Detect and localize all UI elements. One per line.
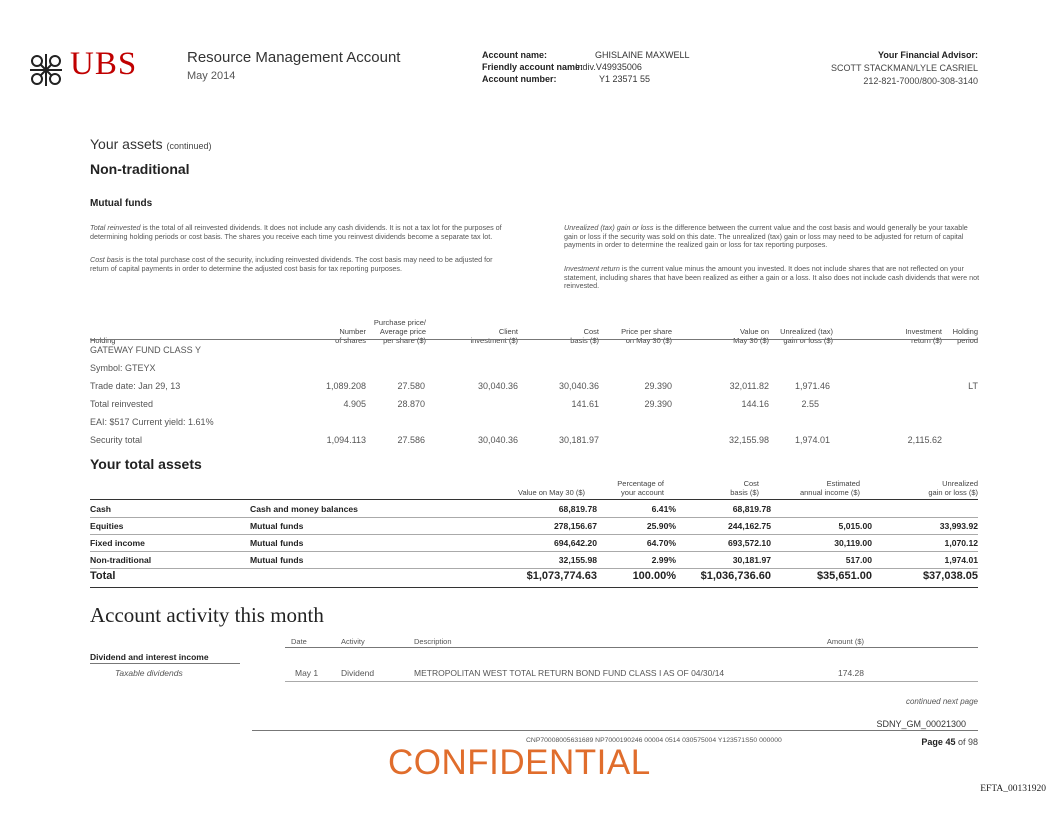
fund-name: GATEWAY FUND CLASS Y [90,345,202,355]
category: Equities [90,521,124,531]
total-row [90,568,978,588]
col-value-may30: Value on May 30 ($) [518,488,585,497]
definition-text: is the total of all reinvested dividends. It does not include any cash dividends. It is not a tax lot for the purposes of determining holding periods or cost basis. The shares you receive each time you reinvest dividends become a separate tax lot. [90,223,502,241]
row-label: Trade date: Jan 29, 13 [90,381,181,391]
divider [285,647,978,648]
col-activity: Activity [341,637,365,646]
your-assets-heading [90,136,212,152]
cost-basis: 30,181.97 [558,435,599,445]
est-income: 30,119.00 [834,538,872,548]
advisor-phone: 212-821-7000/800-308-3140 [863,76,978,86]
asset-type: Mutual funds [250,521,304,531]
category: Fixed income [90,538,145,548]
price-per-share: 29.390 [644,399,672,409]
definition-text: is the total purchase cost of the security, including reinvested dividends. The cost basis may need to be adjusted for return of capital payments in order to determine the adjusted cost basis for tax reporting purposes. [90,255,493,273]
row-label: Total reinvested [90,399,154,409]
col-investment-return: Investment return ($) [905,327,942,345]
divider [90,499,978,500]
shares: 1,094.113 [326,435,366,445]
est-income: 517.00 [845,555,872,565]
cost-basis: 30,040.36 [558,381,599,391]
divider [90,663,240,664]
subsection-heading: Mutual funds [90,198,153,209]
activity-section: Dividend and interest income [90,652,209,662]
price-per-share: 29.390 [644,381,672,391]
col-date: Date [291,637,307,646]
percentage: 6.41% [651,504,676,514]
est-income: $35,651.00 [816,570,872,582]
friendly-name-value: Indiv.V49935006 [575,62,642,72]
value: 144.16 [741,399,769,409]
advisor-title: Your Financial Advisor: [877,50,978,60]
confidential-stamp: CONFIDENTIAL [388,743,651,782]
account-number-value: Y1 23571 55 [599,74,651,84]
value: 694,642.20 [553,538,597,548]
percentage: 64.70% [646,538,676,548]
price: 27.586 [397,435,425,445]
account-labels [482,49,583,85]
col-price-per-share: Price per share on May 30 ($) [621,327,672,345]
page-current: 45 [945,737,956,747]
unrealized: 33,993.92 [939,521,978,531]
term: Unrealized (tax) gain or loss [564,223,654,232]
unrealized: 1,974.01 [794,435,830,445]
mf-table-header [90,311,978,349]
value: 32,011.82 [729,381,769,391]
term: Investment return [564,264,620,273]
cost-basis: 30,181.97 [732,555,771,565]
cost-basis: 68,819.78 [732,504,771,514]
table-row [90,518,978,535]
unrealized: $37,038.05 [922,570,978,582]
asset-type: Cash and money balances [250,504,358,514]
value: 278,156.67 [553,521,597,531]
account-name-value: GHISLAINE MAXWELL [595,50,690,60]
category: Non-traditional [90,555,152,565]
cost-basis: $1,036,736.60 [700,570,771,582]
cost-basis: 141.61 [571,399,599,409]
activity-type: Dividend [341,668,375,678]
your-assets-title: Your assets [90,136,163,152]
col-est-income: Estimated annual income ($) [799,479,860,497]
footer-code: CNP70008005631689 NP7000190246 00004 0514 030575004 Y123571S50 000000 [526,737,782,744]
holding-period: LT [968,381,978,391]
value: $1,073,774.63 [526,570,597,582]
activity-description: METROPOLITAN WEST TOTAL RETURN BOND FUND CLASS I AS OF 04/30/14 [414,668,725,678]
col-shares: Number of shares [335,327,366,345]
advisor-name: SCOTT STACKMAN/LYLE CASRIEL [830,63,978,73]
value: 32,155.98 [558,555,597,565]
asset-type: Mutual funds [250,555,304,565]
term: Total reinvested [90,223,141,232]
category: Cash [90,504,112,514]
value: 32,155.98 [728,435,769,445]
definition-unrealized [564,224,980,250]
est-income: 5,015.00 [838,521,872,531]
table-row [90,399,978,417]
col-cost-basis: Cost basis ($) [570,327,599,345]
col-client-investment: Client investment ($) [470,327,518,345]
security-total-row [90,435,978,453]
unrealized: 1,974.01 [944,555,978,565]
term: Cost basis [90,255,124,264]
statement-date: May 2014 [187,70,236,82]
price: 28.870 [397,399,425,409]
symbol-row [90,363,978,381]
shares: 4.905 [343,399,366,409]
investment-return: 2,115.62 [907,435,942,445]
fund-name-row [90,345,978,363]
shares: 1,089.208 [325,381,366,391]
fund-symbol: Symbol: GTEYX [90,363,156,373]
col-price: Purchase price/ Average price per share ($) [373,318,426,345]
col-unrealized: Unrealized gain or loss ($) [928,479,978,497]
definition-cost-basis [90,256,502,273]
col-description: Description [414,637,452,646]
col-holding-period: Holding period [952,327,978,345]
cost-basis: 244,162.75 [727,521,771,531]
asset-type: Mutual funds [250,538,304,548]
client-investment: 30,040.36 [477,435,518,445]
ubs-logo: UBS [70,46,138,82]
ubs-keys-logo-icon [28,52,64,88]
col-percentage: Percentage of your account [617,479,664,497]
continued-next-page: continued next page [905,697,978,706]
page-number [921,737,978,747]
client-investment: 30,040.36 [477,381,518,391]
value: 68,819.78 [558,504,597,514]
cost-basis: 693,572.10 [727,538,771,548]
unrealized: 2.55 [801,399,819,409]
continued-label: (continued) [166,141,212,151]
eai-row [90,417,978,435]
col-cost-basis: Cost basis ($) [730,479,759,497]
percentage: 2.99% [651,555,676,565]
section-heading: Non-traditional [90,161,190,177]
activity-row-label: Taxable dividends [115,668,183,678]
definition-investment-return [564,265,980,291]
category: Total [90,570,116,582]
unrealized: 1,971.46 [794,381,830,391]
financial-advisor [831,49,978,88]
efta-number: EFTA_00131920 [980,784,1046,794]
col-holding: Holding [90,336,116,345]
table-row [90,552,978,569]
table-row [90,381,978,399]
table-row [90,535,978,552]
table-row [90,501,978,518]
definition-text: is the current value minus the amount you invested. It does not include shares that are not reflected on your statement, including shares that have been realized as either a gain or a loss. It also does not include cash dividends that were not reinvested. [564,264,980,291]
col-value: Value on May 30 ($) [733,327,769,345]
page-total: of 98 [957,737,978,747]
total-assets-heading: Your total assets [90,456,202,472]
percentage: 100.00% [632,570,676,582]
definition-total-reinvested [90,224,502,241]
divider [252,730,978,731]
account-values [575,49,690,85]
page-label: Page [921,737,943,747]
account-name-label: Account name: [482,50,548,60]
bates-number: SDNY_GM_00021300 [876,719,966,729]
price: 27.580 [397,381,425,391]
percentage: 25.90% [646,521,676,531]
eai-yield: EAI: $517 Current yield: 1.61% [90,417,214,427]
friendly-name-label: Friendly account name: [482,62,584,72]
row-label: Security total [90,435,143,445]
activity-amount: 174.28 [838,668,864,678]
definition-text: is the difference between the current value and the cost basis and would generally be your taxable gain or loss if the security was sold on this date. The unrealized (tax) gain or loss may need to be adjusted for return of capital payments in order to determine the realized gain or loss for tax reporting purposes. [564,223,968,250]
divider [90,339,978,340]
account-number-label: Account number: [482,74,557,84]
activity-date: May 1 [295,668,319,678]
col-unrealized: Unrealized (tax) gain or loss ($) [780,327,833,345]
account-title: Resource Management Account [187,49,401,66]
divider [285,681,978,682]
unrealized: 1,070.12 [944,538,978,548]
col-amount: Amount ($) [826,637,864,646]
activity-heading: Account activity this month [90,603,324,627]
